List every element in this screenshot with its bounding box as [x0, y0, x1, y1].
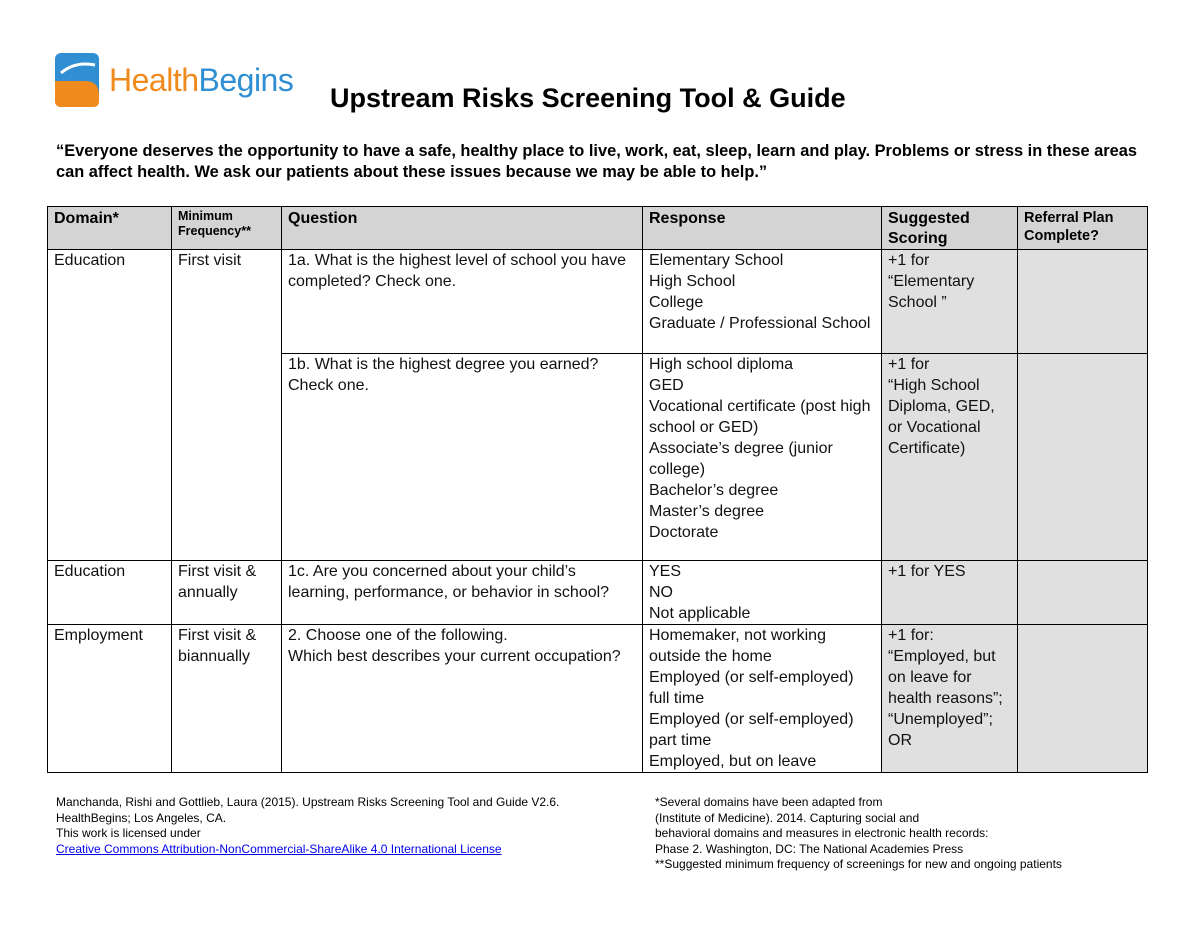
response-option[interactable]: Graduate / Professional School [649, 315, 871, 332]
cell-question: 1b. What is the highest degree you earned? Check one. [282, 354, 643, 561]
cell-frequency: First visit & biannually [172, 625, 282, 773]
response-option[interactable]: YES [649, 563, 682, 580]
header-question: Question [282, 207, 643, 250]
cell-scoring: +1 for “High School Diploma, GED, or Vocational Certificate) [882, 354, 1018, 561]
table-row [48, 625, 1148, 773]
note-line: behavioral domains and measures in electronic health records: [655, 826, 989, 840]
cell-scoring: +1 for: “Employed, but on leave for health reasons”; “Unemployed”; OR [882, 625, 1018, 773]
logo-mark-icon [55, 51, 101, 109]
header-response: Response [643, 207, 882, 250]
table-row [48, 561, 1148, 625]
cell-question: 1c. Are you concerned about your child’s learning, performance, or behavior in school? [282, 561, 643, 625]
response-option[interactable]: Bachelor’s degree [649, 482, 779, 499]
cell-referral[interactable] [1018, 354, 1148, 561]
cell-referral[interactable] [1018, 625, 1148, 773]
response-option[interactable]: Master’s degree [649, 503, 765, 520]
cell-question: 1a. What is the highest level of school you have completed? Check one. [282, 250, 643, 354]
cell-response [643, 354, 882, 561]
screening-table [47, 206, 1148, 773]
cell-scoring: +1 for YES [882, 561, 1018, 625]
cell-domain: Education [48, 250, 172, 561]
header-domain: Domain* [48, 207, 172, 250]
cell-domain: Employment [48, 625, 172, 773]
note-line: Phase 2. Washington, DC: The National Academies Press [655, 841, 964, 856]
note-line: *Several domains have been adapted from [655, 795, 883, 809]
cell-domain: Education [48, 561, 172, 625]
response-option[interactable]: GED [649, 377, 684, 394]
cell-response [643, 625, 882, 773]
healthbegins-logo [55, 50, 293, 110]
response-option[interactable]: Employed (or self-employed) full time [649, 669, 854, 707]
cell-referral[interactable] [1018, 250, 1148, 354]
page-title: Upstream Risks Screening Tool & Guide [330, 83, 846, 113]
citation-line: Manchanda, Rishi and Gottlieb, Laura (2015). Upstream Risks Screening Tool and Guide V2.6. [56, 795, 560, 809]
note-line: (Institute of Medicine). 2014. Capturing social and [655, 810, 920, 825]
note-line: **Suggested minimum frequency of screenings for new and ongoing patients [655, 857, 1062, 871]
response-option[interactable]: Doctorate [649, 524, 719, 541]
header-referral: Referral Plan Complete? [1018, 207, 1148, 250]
response-option[interactable]: Not applicable [649, 605, 751, 622]
response-option[interactable]: Employed (or self-employed) part time [649, 711, 854, 749]
response-option[interactable]: Elementary School [649, 252, 784, 269]
response-option[interactable]: High School [649, 273, 736, 290]
response-option[interactable]: Vocational certificate (post high school or GED) [649, 398, 871, 436]
response-option[interactable]: College [649, 294, 704, 311]
cell-response [643, 250, 882, 354]
table-row [48, 250, 1148, 354]
response-option[interactable]: Associate’s degree (junior college) [649, 440, 833, 478]
citation-line: This work is licensed under [56, 826, 201, 840]
logo-text-begins: Begins [198, 62, 294, 98]
citation-line: HealthBegins; Los Angeles, CA. [56, 810, 227, 825]
response-option[interactable]: High school diploma [649, 356, 794, 373]
cell-frequency: First visit [172, 250, 282, 561]
cell-question: 2. Choose one of the following. Which best describes your current occupation? [282, 625, 643, 773]
license-link[interactable]: Creative Commons Attribution-NonCommercial-ShareAlike 4.0 International License [56, 841, 502, 856]
response-option[interactable]: Employed, but on leave [649, 753, 817, 770]
cell-referral[interactable] [1018, 561, 1148, 625]
citation-footer [56, 795, 559, 857]
notes-footer [655, 795, 1062, 873]
header-scoring: Suggested Scoring [882, 207, 1018, 250]
response-option[interactable]: NO [649, 584, 673, 601]
cell-scoring: +1 for “Elementary School ” [882, 250, 1018, 354]
table-header-row [48, 207, 1148, 250]
intro-quote: “Everyone deserves the opportunity to have a safe, healthy place to live, work, eat, sleep, learn and play. Problems or stress in these areas can affect health. We ask our patients about these issues because we may be able to help.” [56, 142, 1137, 181]
cell-response [643, 561, 882, 625]
cell-frequency: First visit & annually [172, 561, 282, 625]
logo-text-health: Health [109, 62, 199, 98]
header-frequency: Minimum Frequency** [172, 207, 282, 250]
response-option[interactable]: Homemaker, not working outside the home [649, 627, 826, 665]
